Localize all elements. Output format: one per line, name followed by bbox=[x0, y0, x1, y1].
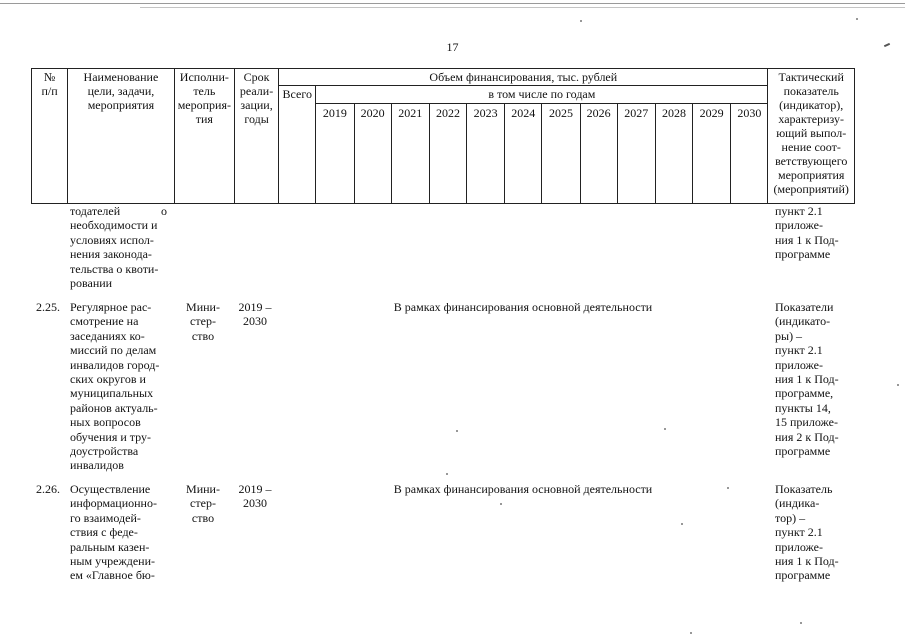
row-number: 2.26. bbox=[36, 482, 60, 496]
indicator-line: 15 приложе- bbox=[775, 415, 838, 430]
header-text: нение соот- bbox=[781, 140, 841, 154]
scan-dot bbox=[897, 384, 899, 386]
header-text: тия bbox=[195, 112, 213, 126]
page-number: 17 bbox=[446, 40, 459, 54]
row-indicator bbox=[769, 204, 855, 262]
name-line: районов актуаль- bbox=[70, 400, 158, 415]
indicator-line: (индикато- bbox=[775, 314, 831, 329]
indicator-line: пункт 2.1 bbox=[775, 525, 823, 540]
executor-line: Мини- bbox=[186, 300, 220, 314]
row-funding: В рамках финансирования основной деятельности bbox=[393, 482, 653, 496]
name-line: муниципальных bbox=[70, 386, 154, 401]
header-text: характеризу- bbox=[778, 112, 845, 126]
indicator-line: ния 1 к Под- bbox=[775, 372, 839, 387]
term-line: 2019 – bbox=[238, 482, 272, 496]
scan-dot bbox=[856, 18, 858, 20]
indicator-line: программе bbox=[775, 444, 831, 459]
name-line: обучения и тру- bbox=[70, 429, 152, 444]
header-text: Срок bbox=[243, 70, 270, 84]
table-row bbox=[31, 300, 855, 482]
col-by-years-header: в том числе по годам bbox=[316, 86, 768, 104]
name-line: информационно- bbox=[70, 496, 157, 511]
header-text: (мероприятий) bbox=[773, 182, 849, 196]
header-text: годы bbox=[244, 112, 269, 126]
name-line: смотрение на bbox=[70, 314, 139, 329]
name-line bbox=[70, 204, 167, 218]
header-text: мероприятия bbox=[87, 98, 155, 112]
name-line: инвалидов bbox=[70, 458, 124, 473]
col-name-header bbox=[68, 69, 175, 204]
header-text: мероприя- bbox=[177, 98, 231, 112]
table-row bbox=[31, 204, 855, 300]
row-funding: В рамках финансирования основной деятельности bbox=[393, 300, 653, 314]
table-row bbox=[31, 482, 855, 592]
row-name bbox=[67, 300, 173, 473]
year-header: 2021 bbox=[391, 104, 429, 204]
name-line: го взаимодей- bbox=[70, 510, 141, 525]
name-line: ральным казен- bbox=[70, 539, 150, 554]
name-line: нения законода- bbox=[70, 247, 152, 262]
name-line: Осуществление bbox=[70, 482, 151, 496]
financing-table-header bbox=[31, 68, 855, 204]
row-term bbox=[233, 482, 277, 511]
header-text: зации, bbox=[240, 98, 273, 112]
executor-line: стер- bbox=[190, 314, 216, 329]
year-header: 2028 bbox=[655, 104, 692, 204]
header-text: Тактический bbox=[778, 70, 844, 84]
year-header: 2026 bbox=[580, 104, 617, 204]
col-total-header: Всего bbox=[279, 86, 316, 204]
executor-line: ство bbox=[191, 328, 215, 343]
name-line: ровании bbox=[70, 276, 113, 291]
name-line: ным учреждени- bbox=[70, 554, 156, 569]
name-line: необходимости и bbox=[70, 218, 158, 233]
indicator-line: приложе- bbox=[775, 539, 823, 554]
header-text: мероприятия bbox=[777, 168, 845, 182]
indicator-line: (индика- bbox=[775, 496, 820, 511]
name-line: ствия с феде- bbox=[70, 525, 138, 540]
executor-line: стер- bbox=[190, 496, 216, 511]
name-line: тельства о квоти- bbox=[70, 261, 159, 276]
header-text: показатель bbox=[783, 84, 839, 98]
row-name bbox=[67, 204, 173, 290]
name-line: ем «Главное бю- bbox=[70, 568, 155, 583]
row-term bbox=[233, 300, 277, 329]
name-line: заседаниях ко- bbox=[70, 328, 145, 343]
col-number-header bbox=[32, 69, 68, 204]
row-name bbox=[67, 482, 173, 583]
term-line: 2019 – bbox=[238, 300, 272, 314]
table-body bbox=[31, 204, 855, 592]
col-indicator-header bbox=[768, 69, 855, 204]
header-text: реали- bbox=[239, 84, 274, 98]
scan-edge-line bbox=[0, 3, 905, 4]
scan-dot bbox=[580, 20, 582, 22]
name-line: миссий по делам bbox=[70, 343, 157, 358]
indicator-line: ры) – bbox=[775, 328, 803, 343]
row-executor bbox=[173, 482, 233, 525]
year-header: 2029 bbox=[693, 104, 731, 204]
term-line: 2030 bbox=[243, 496, 267, 511]
indicator-line: Показатель bbox=[775, 482, 833, 496]
indicator-line: приложе- bbox=[775, 357, 823, 372]
name-line: доустройства bbox=[70, 444, 139, 459]
scan-dot bbox=[690, 632, 692, 634]
executor-line: ство bbox=[191, 510, 215, 525]
row-indicator bbox=[769, 300, 855, 458]
year-header: 2027 bbox=[617, 104, 655, 204]
header-text: ющий выпол- bbox=[776, 126, 847, 140]
indicator-line: ния 1 к Под- bbox=[775, 232, 839, 247]
scan-edge-line-2 bbox=[140, 7, 905, 8]
indicator-line: Показатели bbox=[775, 300, 834, 314]
row-number: 2.25. bbox=[36, 300, 60, 314]
indicator-line: программе, bbox=[775, 386, 834, 401]
header-text: ветствующего bbox=[775, 154, 848, 168]
row-executor bbox=[173, 300, 233, 343]
header-text: (индикатор), bbox=[779, 98, 844, 112]
header-text: тель bbox=[193, 84, 216, 98]
indicator-line: пункты 14, bbox=[775, 400, 831, 415]
col-executor-header bbox=[174, 69, 234, 204]
name-word: тодателей bbox=[70, 204, 121, 218]
indicator-line: программе bbox=[775, 568, 831, 583]
header-text: № bbox=[43, 70, 56, 84]
name-line: условиях испол- bbox=[70, 232, 154, 247]
col-funding-header: Объем финансирования, тыс. рублей bbox=[279, 69, 768, 86]
year-header: 2025 bbox=[542, 104, 580, 204]
col-term-header bbox=[234, 69, 278, 204]
indicator-line: приложе- bbox=[775, 218, 823, 233]
year-header: 2024 bbox=[505, 104, 542, 204]
indicator-line: ния 2 к Под- bbox=[775, 429, 839, 444]
indicator-line: пункт 2.1 bbox=[775, 343, 823, 358]
name-line: ных вопросов bbox=[70, 415, 141, 430]
header-text: цели, задачи, bbox=[87, 84, 155, 98]
row-indicator bbox=[769, 482, 855, 583]
year-header: 2020 bbox=[354, 104, 391, 204]
year-header: 2022 bbox=[429, 104, 466, 204]
name-word: о bbox=[161, 204, 167, 218]
name-line: ских округов и bbox=[70, 372, 146, 387]
indicator-line: программе bbox=[775, 247, 831, 262]
indicator-line: пункт 2.1 bbox=[775, 204, 823, 218]
header-text: п/п bbox=[41, 84, 58, 98]
header-text: Исполни- bbox=[179, 70, 229, 84]
year-header: 2019 bbox=[316, 104, 354, 204]
name-line: Регулярное рас- bbox=[70, 300, 152, 314]
year-header: 2023 bbox=[467, 104, 505, 204]
header-text: Наименование bbox=[83, 70, 159, 84]
year-header: 2030 bbox=[731, 104, 768, 204]
indicator-line: тор) – bbox=[775, 510, 806, 525]
indicator-line: ния 1 к Под- bbox=[775, 554, 839, 569]
term-line: 2030 bbox=[243, 314, 267, 329]
executor-line: Мини- bbox=[186, 482, 220, 496]
name-line: инвалидов город- bbox=[70, 357, 160, 372]
scan-dot bbox=[800, 622, 802, 624]
